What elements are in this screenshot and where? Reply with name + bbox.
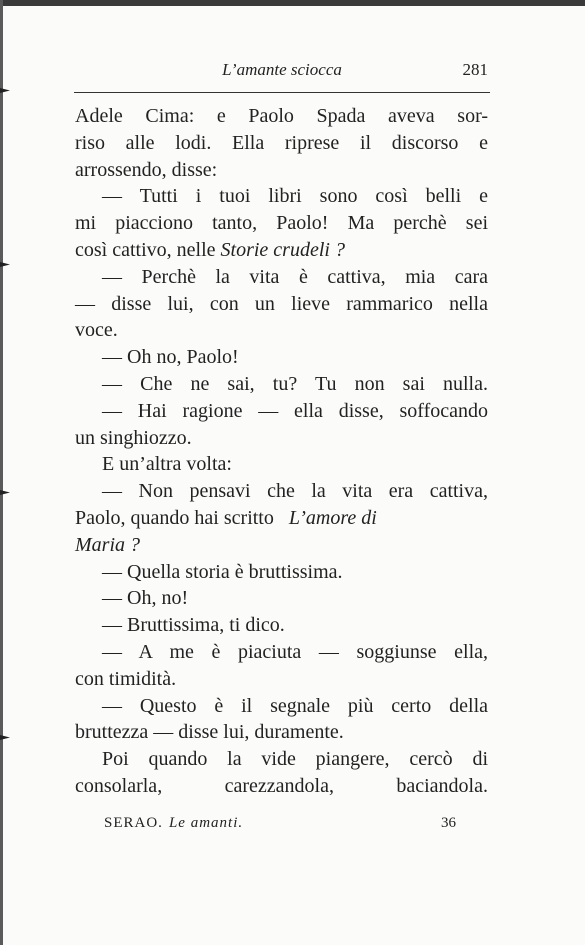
- text-line: — Bruttissima, ti dico.: [102, 614, 285, 637]
- margin-mark: [0, 735, 10, 740]
- text-line: — Questo è il segnale più certo della: [102, 694, 488, 717]
- text-line: — Hai ragione — ella disse, soffocando: [102, 399, 488, 422]
- text-line: un singhiozzo.: [75, 426, 192, 449]
- text-line: riso alle lodi. Ella riprese il discorso e: [75, 131, 488, 154]
- text-line: — Che ne sai, tu? Tu non sai nulla.: [102, 372, 488, 395]
- text-line: — Oh no, Paolo!: [102, 346, 239, 369]
- margin-mark: [0, 88, 10, 93]
- body-text: [75, 103, 488, 800]
- text-line: — Non pensavi che la vita era cattiva,: [102, 480, 488, 503]
- text-line: mi piacciono tanto, Paolo! Ma perchè sei: [75, 212, 488, 235]
- italic-title: L’amore di: [288, 506, 377, 529]
- binding-edge: [0, 0, 3, 945]
- text-line: Maria ?: [75, 533, 140, 556]
- text-segment: così cattivo, nelle: [75, 238, 216, 261]
- text-line: Poi quando la vide piangere, cercò di: [102, 748, 488, 771]
- header-rule: [74, 92, 490, 93]
- margin-mark: [0, 262, 10, 267]
- text-line: — Perchè la vita è cattiva, mia cara: [102, 265, 488, 288]
- footer-book-title: Le amanti.: [168, 815, 244, 831]
- text-line: Adele Cima: e Paolo Spada aveva sor-: [75, 105, 488, 127]
- footer-author: [104, 815, 243, 832]
- text-line: — disse lui, con un lieve rammarico nella: [75, 292, 488, 315]
- page-footer: [104, 815, 456, 839]
- text-line: — Quella storia è bruttissima.: [102, 560, 343, 583]
- text-line: E un’altra volta:: [102, 453, 232, 476]
- text-line: [75, 237, 488, 264]
- text-line: voce.: [75, 319, 118, 342]
- running-title: L’amante sciocca: [222, 60, 342, 79]
- page-top-edge: [0, 0, 585, 6]
- text-segment: Paolo, quando hai scritto: [75, 506, 274, 529]
- text-line: [75, 505, 488, 532]
- margin-mark: [0, 490, 10, 495]
- text-line: consolarla, carezzandola, baciandola.: [75, 774, 488, 797]
- page-number: 281: [462, 60, 488, 79]
- italic-title: Storie crudeli ?: [220, 238, 345, 261]
- text-line: bruttezza — disse lui, duramente.: [75, 721, 344, 744]
- text-line: — Oh, no!: [102, 587, 189, 610]
- signature-mark: 36: [441, 815, 456, 831]
- page-header: [72, 60, 492, 84]
- text-line: con timidità.: [75, 667, 177, 690]
- text-line: — A me è piaciuta — soggiunse ella,: [102, 640, 488, 663]
- text-line: — Tutti i tuoi libri sono così belli e: [102, 185, 488, 208]
- author-name: SERAO.: [104, 815, 163, 831]
- text-line: arrossendo, disse:: [75, 158, 218, 181]
